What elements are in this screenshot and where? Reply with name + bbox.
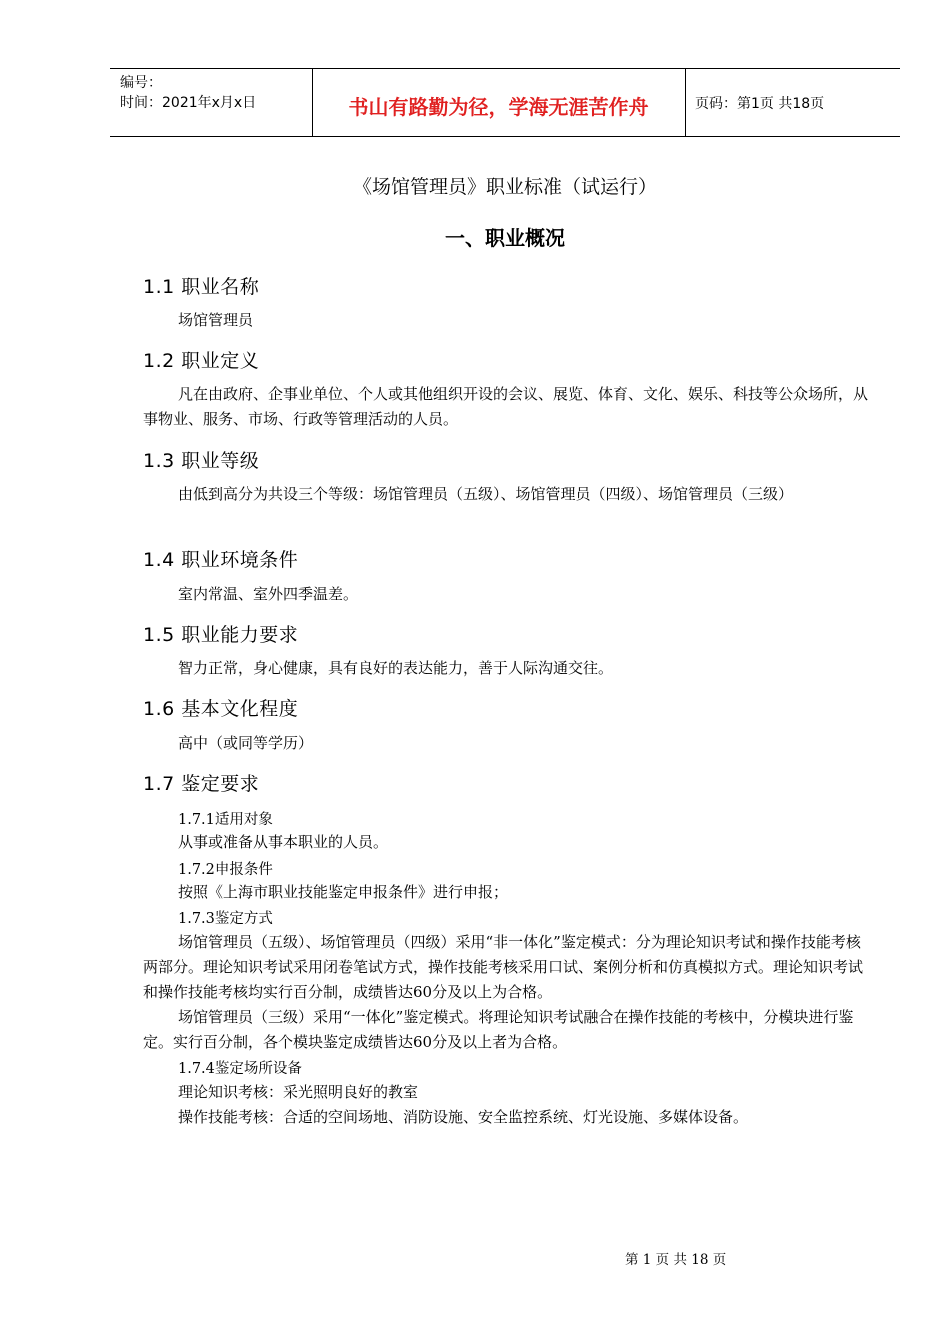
section-text: 场馆管理员 — [178, 311, 254, 329]
subsection-text: 场馆管理员（三级）采用“一体化”鉴定模式。将理论知识考试融合在操作技能的考核中，分模块进行鉴定。实行百分制，各个模块鉴定成绩皆达60分及以上者为合格。 — [143, 1008, 854, 1051]
subsection-text: 从事或准备从事本职业的人员。 — [178, 833, 389, 851]
section-heading: 1.7 鉴定要求 — [143, 773, 260, 795]
subsection-text: 理论知识考核：采光照明良好的教室 — [178, 1083, 419, 1101]
subsection-heading: 1.7.3鉴定方式 — [178, 911, 273, 927]
subsection-heading: 1.7.1适用对象 — [178, 812, 273, 828]
section-heading: 1.3 职业等级 — [143, 450, 260, 472]
header-page-info: 页码：第1页 共18页 — [695, 96, 825, 112]
section-text: 高中（或同等学历） — [178, 734, 314, 752]
subsection-text: 按照《上海市职业技能鉴定申报条件》进行申报； — [178, 883, 509, 901]
section-text: 凡在由政府、企事业单位、个人或其他组织开设的会议、展览、体育、文化、娱乐、科技等公众场所，从事物业、服务、市场、行政等管理活动的人员。 — [143, 385, 869, 428]
header-motto: 书山有路勤为径，学海无涯苦作舟 — [348, 95, 649, 119]
chapter-title: 一、职业概况 — [445, 226, 565, 250]
section-heading: 1.1 职业名称 — [143, 276, 260, 298]
section-heading: 1.6 基本文化程度 — [143, 698, 299, 720]
document-title: 《场馆管理员》职业标准（试运行） — [352, 176, 657, 198]
section-heading: 1.2 职业定义 — [143, 350, 260, 372]
section-text: 智力正常，身心健康，具有良好的表达能力，善于人际沟通交往。 — [178, 659, 614, 677]
subsection-text: 操作技能考核：合适的空间场地、消防设施、安全监控系统、灯光设施、多媒体设备。 — [178, 1108, 749, 1126]
page-header — [110, 68, 900, 137]
serial-label: 编号： — [120, 75, 162, 91]
section-text: 室内常温、室外四季温差。 — [178, 585, 359, 603]
section-text: 由低到高分为共设三个等级：场馆管理员（五级）、场馆管理员（四级）、场馆管理员（三级） — [178, 485, 794, 503]
section-heading: 1.4 职业环境条件 — [143, 549, 299, 571]
subsection-heading: 1.7.4鉴定场所设备 — [178, 1061, 302, 1077]
section-heading: 1.5 职业能力要求 — [143, 624, 299, 646]
subsection-heading: 1.7.2申报条件 — [178, 862, 273, 878]
header-divider — [685, 69, 686, 136]
date-label: 时间：2021年x月x日 — [120, 95, 257, 111]
subsection-text: 场馆管理员（五级）、场馆管理员（四级）采用“非一体化”鉴定模式：分为理论知识考试和操作技能考核两部分。理论知识考试采用闭卷笔试方式，操作技能考核采用口试、案例分析和仿真模拟方式。理论知识考试和操作技能考核均实行百分制，成绩皆达60分及以上为合格。 — [143, 933, 864, 1001]
page-footer: 第 1 页 共 18 页 — [625, 1252, 727, 1268]
header-meta — [120, 73, 256, 113]
